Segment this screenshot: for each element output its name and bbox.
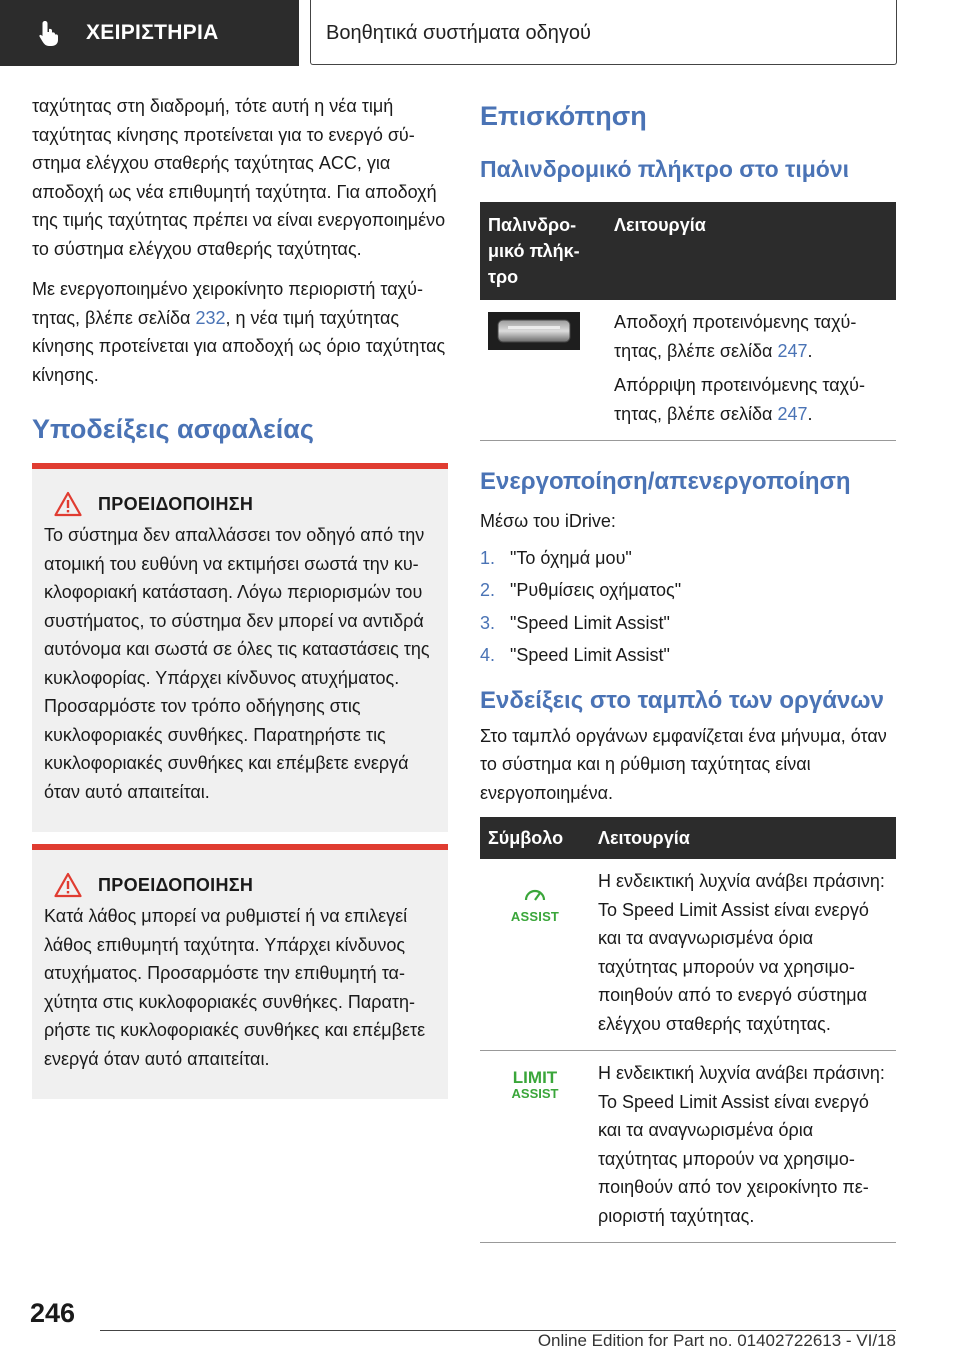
step-number: 2. <box>480 580 496 600</box>
list-item <box>480 542 896 575</box>
body-paragraph: Στο ταμπλό οργάνων εμφανίζεται ένα μήνυμα, όταν το σύστημα και η ρύθμιση ταχύτητας είναι ενεργοποιημένα. <box>480 725 887 803</box>
table-cell <box>480 300 606 441</box>
limit-assist-symbol <box>512 1069 559 1101</box>
step-text: "Speed Limit Assist" <box>510 612 670 633</box>
warning-title: ΠΡΟΕΙΔΟΠΟΙΗΣΗ <box>98 874 254 895</box>
steps-list <box>480 542 896 672</box>
step-number: 1. <box>480 547 496 568</box>
left-column <box>32 92 448 1099</box>
rocker-switch-icon <box>488 312 580 350</box>
activation-heading: Ενεργοποίηση/απενεργοποίηση <box>480 468 851 495</box>
table-cell <box>606 300 896 441</box>
step-text: "Speed Limit Assist" <box>510 645 670 665</box>
speedometer-arc-icon <box>523 887 547 901</box>
step-number: 4. <box>480 645 496 665</box>
warning-text: Το σύστημα δεν απαλλάσσει τον οδηγό από την ατομική του ευθύνη να εκτιμήσει σωστά την κυκλοφοριακή κατάσταση. Λόγω περιορισμών του συστήματος, το σύστημα δεν μπορεί να αντιδρά αυτόνομα και σωστά σε όλες τις καταστάσεις της κυκλοφορίας. Υπάρχει κίνδυνος ατυχήματος. Προσαρμόστε τον τρόπο οδήγησης στις κυκλοφοριακές συνθήκες. Παρατηρήστε τις κυκλοφοριακές συνθήκες και επέμβετε ενεργά όταν αυτό απαιτείται. <box>44 525 430 802</box>
step-text: "Το όχημά μου" <box>510 547 632 568</box>
assist-symbol <box>511 881 559 924</box>
page-header <box>0 0 960 66</box>
body-paragraph: Μέσω του iDrive: <box>480 511 616 531</box>
table-header-cell: Λειτουργία <box>590 817 896 859</box>
table-cell: Η ενδεικτική λυχνία ανάβει πράσινη: Το Speed Limit Assist είναι ενεργό και τα αναγνωρισμένα όρια ταχύτητας μπορούν να χρησιμοποιηθούν από τον χειροκίνητο περιοριστή ταχύτητας. <box>590 1051 896 1243</box>
text-fragment: . <box>807 340 813 361</box>
text-fragment: . <box>807 403 813 424</box>
warning-box <box>32 844 448 1099</box>
warning-text: Κατά λάθος μπορεί να ρυθμιστεί ή να επιλεγεί λάθος επιθυμητή ταχύτητα. Υπάρχει κίνδυνος ατυχήματος. Προσαρμόστε την επιθυμητή ταχύτητα στις κυκλοφοριακές συνθήκες. Παρατηρήστε τις κυκλοφοριακές συνθήκες και επέμβετε ενεργά όταν αυτό απαιτείται. <box>44 906 426 1069</box>
rocker-table <box>480 202 896 441</box>
right-column <box>480 100 896 1243</box>
table-row <box>480 1051 896 1243</box>
hand-pointer-icon <box>36 18 66 48</box>
text-fragment: , η νέα τιμή ταχύτητας κίνησης προτείνεται για αποδοχή ως όριο ταχύτητας κίνησης. <box>32 307 446 385</box>
table-header-cell: Λειτουργία <box>606 202 896 300</box>
safety-heading: Υποδείξεις ασφαλείας <box>32 414 314 444</box>
step-text: "Ρυθμίσεις οχήματος" <box>510 580 682 600</box>
body-paragraph: ταχύτητας στη διαδρομή, τότε αυτή η νέα τιμή ταχύτητας κίνησης προτείνεται για το ενεργό σύστημα ελέγχου σταθερής ταχύτητας ACC, για αποδοχή ως νέα επιθυμητή ταχύτητα. Για αποδοχή της τιμής ταχύτητας πρέπει να είναι ενεργοποιημένο το σύστημα ελέγχου σταθερής ταχύτητας. <box>32 96 446 259</box>
warning-header <box>44 491 436 517</box>
chapter-title: Βοηθητικά συστήματα οδηγού <box>326 22 591 44</box>
section-title: ΧΕΙΡΙΣΤΗΡΙΑ <box>86 21 219 44</box>
symbol-table <box>480 817 896 1243</box>
warning-box <box>32 463 448 832</box>
table-header-cell: Παλινδρομικό πλήκτρο <box>480 202 606 300</box>
table-cell <box>480 859 590 1051</box>
text-fragment: Αποδοχή προτεινόμενης ταχύτητας, βλέπε σελίδα <box>614 312 857 361</box>
warning-header <box>44 872 436 898</box>
step-number: 3. <box>480 612 496 633</box>
cluster-heading: Ενδείξεις στο ταμπλό των οργάνων <box>480 686 884 714</box>
page-link[interactable]: 247 <box>777 403 808 424</box>
warning-triangle-icon <box>54 872 82 898</box>
spacer <box>32 832 448 844</box>
list-item <box>480 574 896 607</box>
table-row <box>480 300 896 441</box>
table-header-row <box>480 817 896 859</box>
assist-label: ASSIST <box>510 908 560 924</box>
table-header-row <box>480 202 896 300</box>
list-item <box>480 639 896 672</box>
warning-title: ΠΡΟΕΙΔΟΠΟΙΗΣΗ <box>98 493 254 514</box>
function-text <box>614 371 888 428</box>
table-header-cell: Σύμβολο <box>480 817 590 859</box>
page-link[interactable]: 232 <box>195 307 226 328</box>
table-row <box>480 859 896 1051</box>
assist-label: ASSIST <box>511 1086 559 1101</box>
page-number: 246 <box>30 1298 76 1328</box>
section-tab <box>0 0 299 66</box>
warning-triangle-icon <box>54 491 82 517</box>
edition-note: Online Edition for Part no. 01402722613 - VI/18 <box>537 1331 896 1350</box>
page-link[interactable]: 247 <box>777 340 808 361</box>
text-fragment: Απόρριψη προτεινόμενης ταχύτητας, βλέπε σελίδα <box>614 375 865 424</box>
body-paragraph <box>32 275 448 389</box>
table-cell <box>480 1051 590 1243</box>
overview-heading: Επισκόπηση <box>480 101 647 131</box>
limit-label: LIMIT <box>512 1068 558 1087</box>
function-text <box>614 308 888 365</box>
text-fragment: Με ενεργοποιημένο χειροκίνητο περιοριστή ταχύτητας, βλέπε σελίδα <box>32 279 423 328</box>
rocker-heading: Παλινδρομικό πλήκτρο στο τιμόνι <box>480 156 850 182</box>
table-cell: Η ενδεικτική λυχνία ανάβει πράσινη: Το Speed Limit Assist είναι ενεργό και τα αναγνωρισμένα όρια ταχύτητας μπορούν να χρησιμοποιηθούν από το ενεργό σύστημα ελέγχου σταθερής ταχύτητας. <box>590 859 896 1051</box>
list-item <box>480 607 896 640</box>
